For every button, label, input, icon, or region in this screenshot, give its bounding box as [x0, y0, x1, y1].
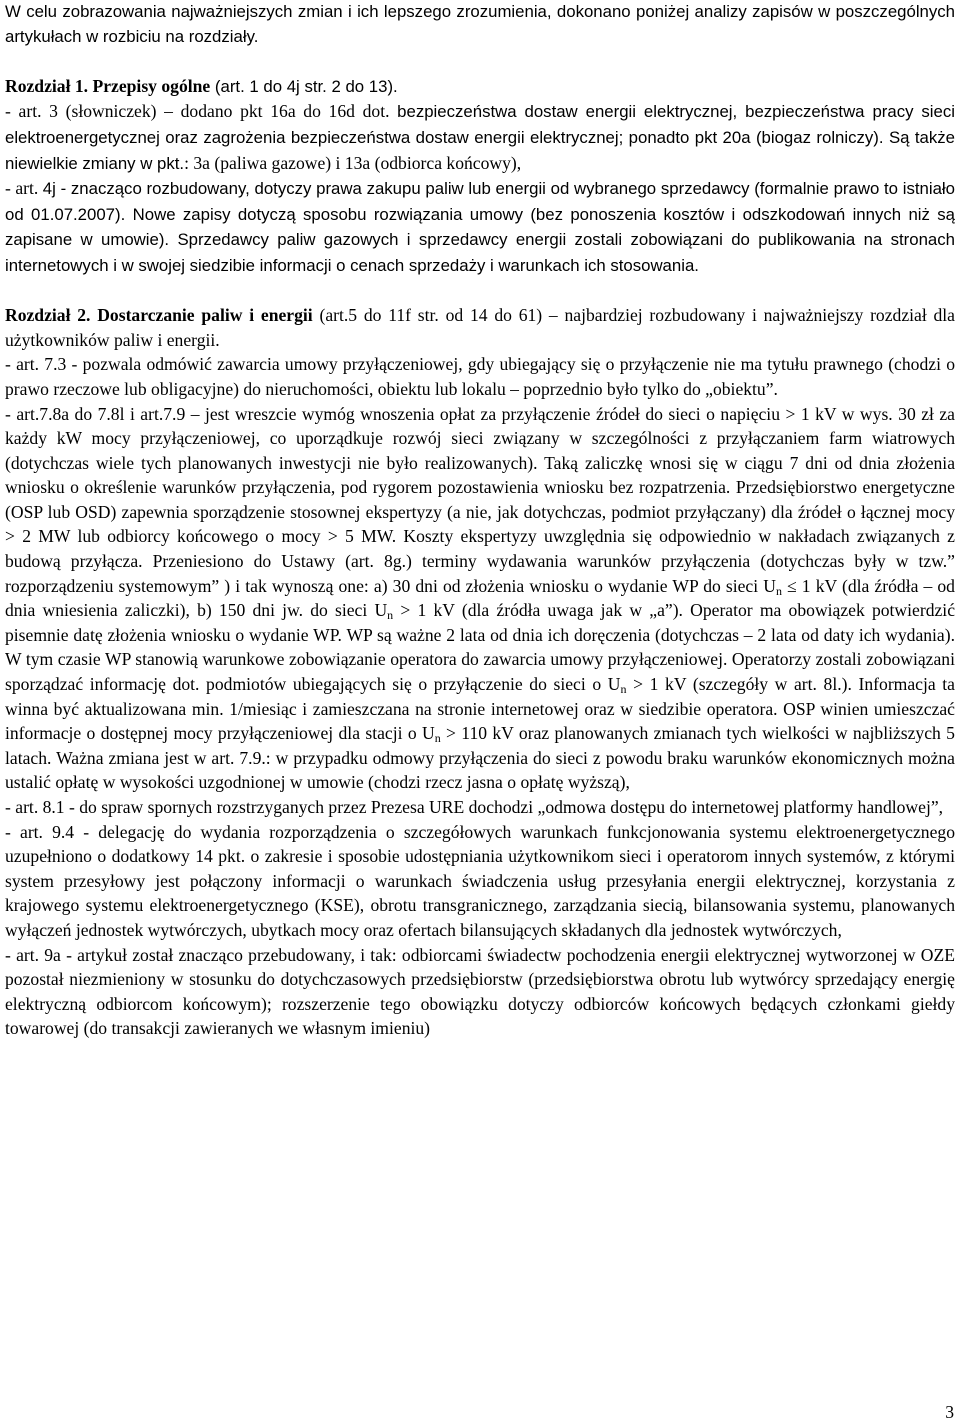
chapter2-paragraph — [5, 303, 955, 1041]
art78-text-c: > 1 kV (dla źródła uwaga jak w „a”). Operator ma obowiązek potwierdzić pisemnie datę złożenia wniosku o wydanie WP. WP są ważne 2 lata od dnia ich doręczenia (dotychczas – 2 lata od daty ich wydania). W tym czasie WP stanowią warunkowe zobowiązanie operatora do zawarcia umowy przyłączeniowej. Operatorzy zostali zobowiązani sporządzać informację dot. podmiotów ubiegających się o przyłączenie do sieci o U — [5, 600, 955, 695]
art4j-body: 4j - znacząco rozbudowany, dotyczy prawa zakupu paliw lub energii od wybranego sprzedawcy (formalnie prawo to istniało od 01.07.2007). — [5, 179, 955, 224]
document-page — [5, 0, 955, 1041]
art3-body: bezpieczeństwa dostaw energii elektrycznej, bezpieczeństwa pracy sieci elektroenergetycznej oraz zagrożenia bezpieczeństwa dostaw energii elektrycznej; ponadto pkt 20a (biogaz rolniczy). Są także niewielkie zmiany w pkt. — [5, 102, 955, 173]
art9a-text: - art. 9a - artykuł został znacząco przebudowany, i tak: odbiorcami świadectw pochodzenia energii elektrycznej wytworzonej w OZE pozostał niezmieniony w stosunku do dotychczasowych przedsiębiorstw (przedsiębiorstwa obrotu lub wytwórcy sprzedający energię elektryczną odbiorcom końcowym); rozszerzenie tego obowiązku dotyczy odbiorców końcowych będących członkami giełdy towarowej (do transakcji zawieranych we własnym imieniu) — [5, 944, 955, 1039]
spacer — [5, 279, 955, 304]
art78-text-a: - art.7.8a do 7.8l i art.7.9 – jest wreszcie wymóg wnoszenia opłat za przyłączenie źródeł do sieci o napięciu > 1 kV w wys. 30 zł za każdy kW mocy przyłączeniowej, co uporządkuje rozwój sieci związany w szczególności z przyłączaniem farm wiatrowych (dotychczas wiele tych planowanych inwestycji nie było realizowanych). Taką zaliczkę wnosi się w ciągu 7 dni od dnia złożenia wniosku o określenie warunków przyłączenia, pod rygorem pozostawienia wniosku bez rozpatrzenia. Przedsiębiorstwo energetyczne (OSP lub OSD) zapewnia sporządzenie stosownej ekspertyzy (a nie, jak dotychczas, podmiot przyłączany) dla źródeł o łącznej mocy > 2 MW lub odbiorcy końcowego o mocy > 5 MW. Koszty ekspertyzy uwzględnia się odpowiednio w nakładach związanych z budową przyłącza. Przeniesiono do Ustawy (art. 8g.) terminy wydawania warunków przyłączenia (dotychczas były w tzw.” rozporządzeniu systemowym” ) i tak wynoszą one: a) 30 dni od złożenia wniosku o wydanie WP do sieci U — [5, 403, 955, 596]
intro-text: W celu zobrazowania najważniejszych zmian i ich lepszego zrozumienia, dokonano poniżej analizy zapisów w poszczególnych artykułach w rozbiciu na rozdziały. — [5, 2, 955, 46]
art73-text: - art. 7.3 - pozwala odmówić zawarcia umowy przyłączeniowej, gdy ubiegający się o przyłączenie nie ma tytułu prawnego (chodzi o prawo rzeczowe lub obligacyjne) do nieruchomości, obiektu lub lokalu – poprzednio było tylko do „obiektu”. — [5, 354, 955, 399]
chapter2-heading: Rozdział 2. Dostarczanie paliw i energii — [5, 305, 313, 326]
chapter1-ref: (art. 1 do 4j str. 2 do 13). — [210, 76, 398, 96]
art4j-tail: Nowe zapisy dotyczą sposobu rozwiązania umowy (bez ponoszenia kosztów i odszkodowań innych niż są zapisane w umowie). Sprzedawcy paliw gazowych i sprzedawcy energii zostali zobowiązani do publikowania na stronach internetowych i w swojej siedzibie informacji o cenach sprzedaży i warunkach ich stosowania. — [5, 204, 955, 275]
page-number: 3 — [945, 1402, 954, 1422]
chapter1-paragraph — [5, 74, 955, 279]
art3-tail: : 3a (paliwa gazowe) i 13a (odbiorca końcowy), — [184, 152, 522, 173]
subscript-n: n — [620, 682, 627, 697]
subscript-n: n — [434, 731, 441, 746]
subscript-n: n — [775, 583, 782, 598]
spacer — [5, 49, 955, 74]
art4j-lead: - art. — [5, 178, 43, 199]
art78-text-d: > 1 kV (szczegóły w art. 8l.). Informacja ta winna być aktualizowana min. 1/miesiąc i zamieszczana na stronie internetowej oraz w siedzibie operatora. OSP winien umieszczać informacje o dostępnej mocy przyłączeniowej dla stacji o U — [5, 674, 955, 744]
art81-text: - art. 8.1 - do spraw spornych rozstrzyganych przez Prezesa URE dochodzi „odmowa dostępu do internetowej platformy handlowej”, — [5, 797, 944, 817]
chapter1-heading: Rozdział 1. Przepisy ogólne — [5, 75, 211, 96]
subscript-n: n — [387, 608, 394, 623]
art94-text: - art. 9.4 - delegację do wydania rozporządzenia o szczegółowych warunkach funkcjonowania systemu elektroenergetycznego uzupełniono o dodatkowy 14 pkt. o zakresie i sposobie udostępniania użytkownikom sieci i operatorom innych systemów, z którymi system przesyłowy jest połączony informacji o warunkach świadczenia usług przesyłania energii elektrycznej, korzystania z krajowego systemu elektroenergetycznego (KSE), obrotu transgranicznego, zarządzania siecią, bilansowania systemu, planowanych wyłączeń jednostek wytwórczych, ubytkach mocy oraz ofertach bilansujących składanych dla jednostek wytwórczych, — [5, 821, 955, 940]
art3-lead: - art. 3 (słowniczek) – dodano pkt 16a do 16d dot. — [5, 101, 398, 122]
intro-paragraph — [5, 0, 955, 49]
chapter2-ref: (art.5 do 11f str. od 14 do 61) – najbardziej rozbudowany i najważniejszy rozdział dla użytkowników paliw i energii. — [5, 305, 955, 350]
art78-text-e: > 110 kV oraz planowanych zmianach tych wielkości w najbliższych 5 latach. Ważna zmiana jest w art. 7.9.: w przypadku odmowy przyłączenia do sieci z powodu braku warunków ekonomicznych można ustalić opłatę w wysokości uzgodnionej w umowie (chodzi rzecz jasna o opłatę wyższą), — [5, 723, 955, 793]
art78-text-b: ≤ 1 kV (dla źródła – od dnia wniesienia zaliczki), b) 150 dni jw. do sieci U — [5, 575, 955, 621]
